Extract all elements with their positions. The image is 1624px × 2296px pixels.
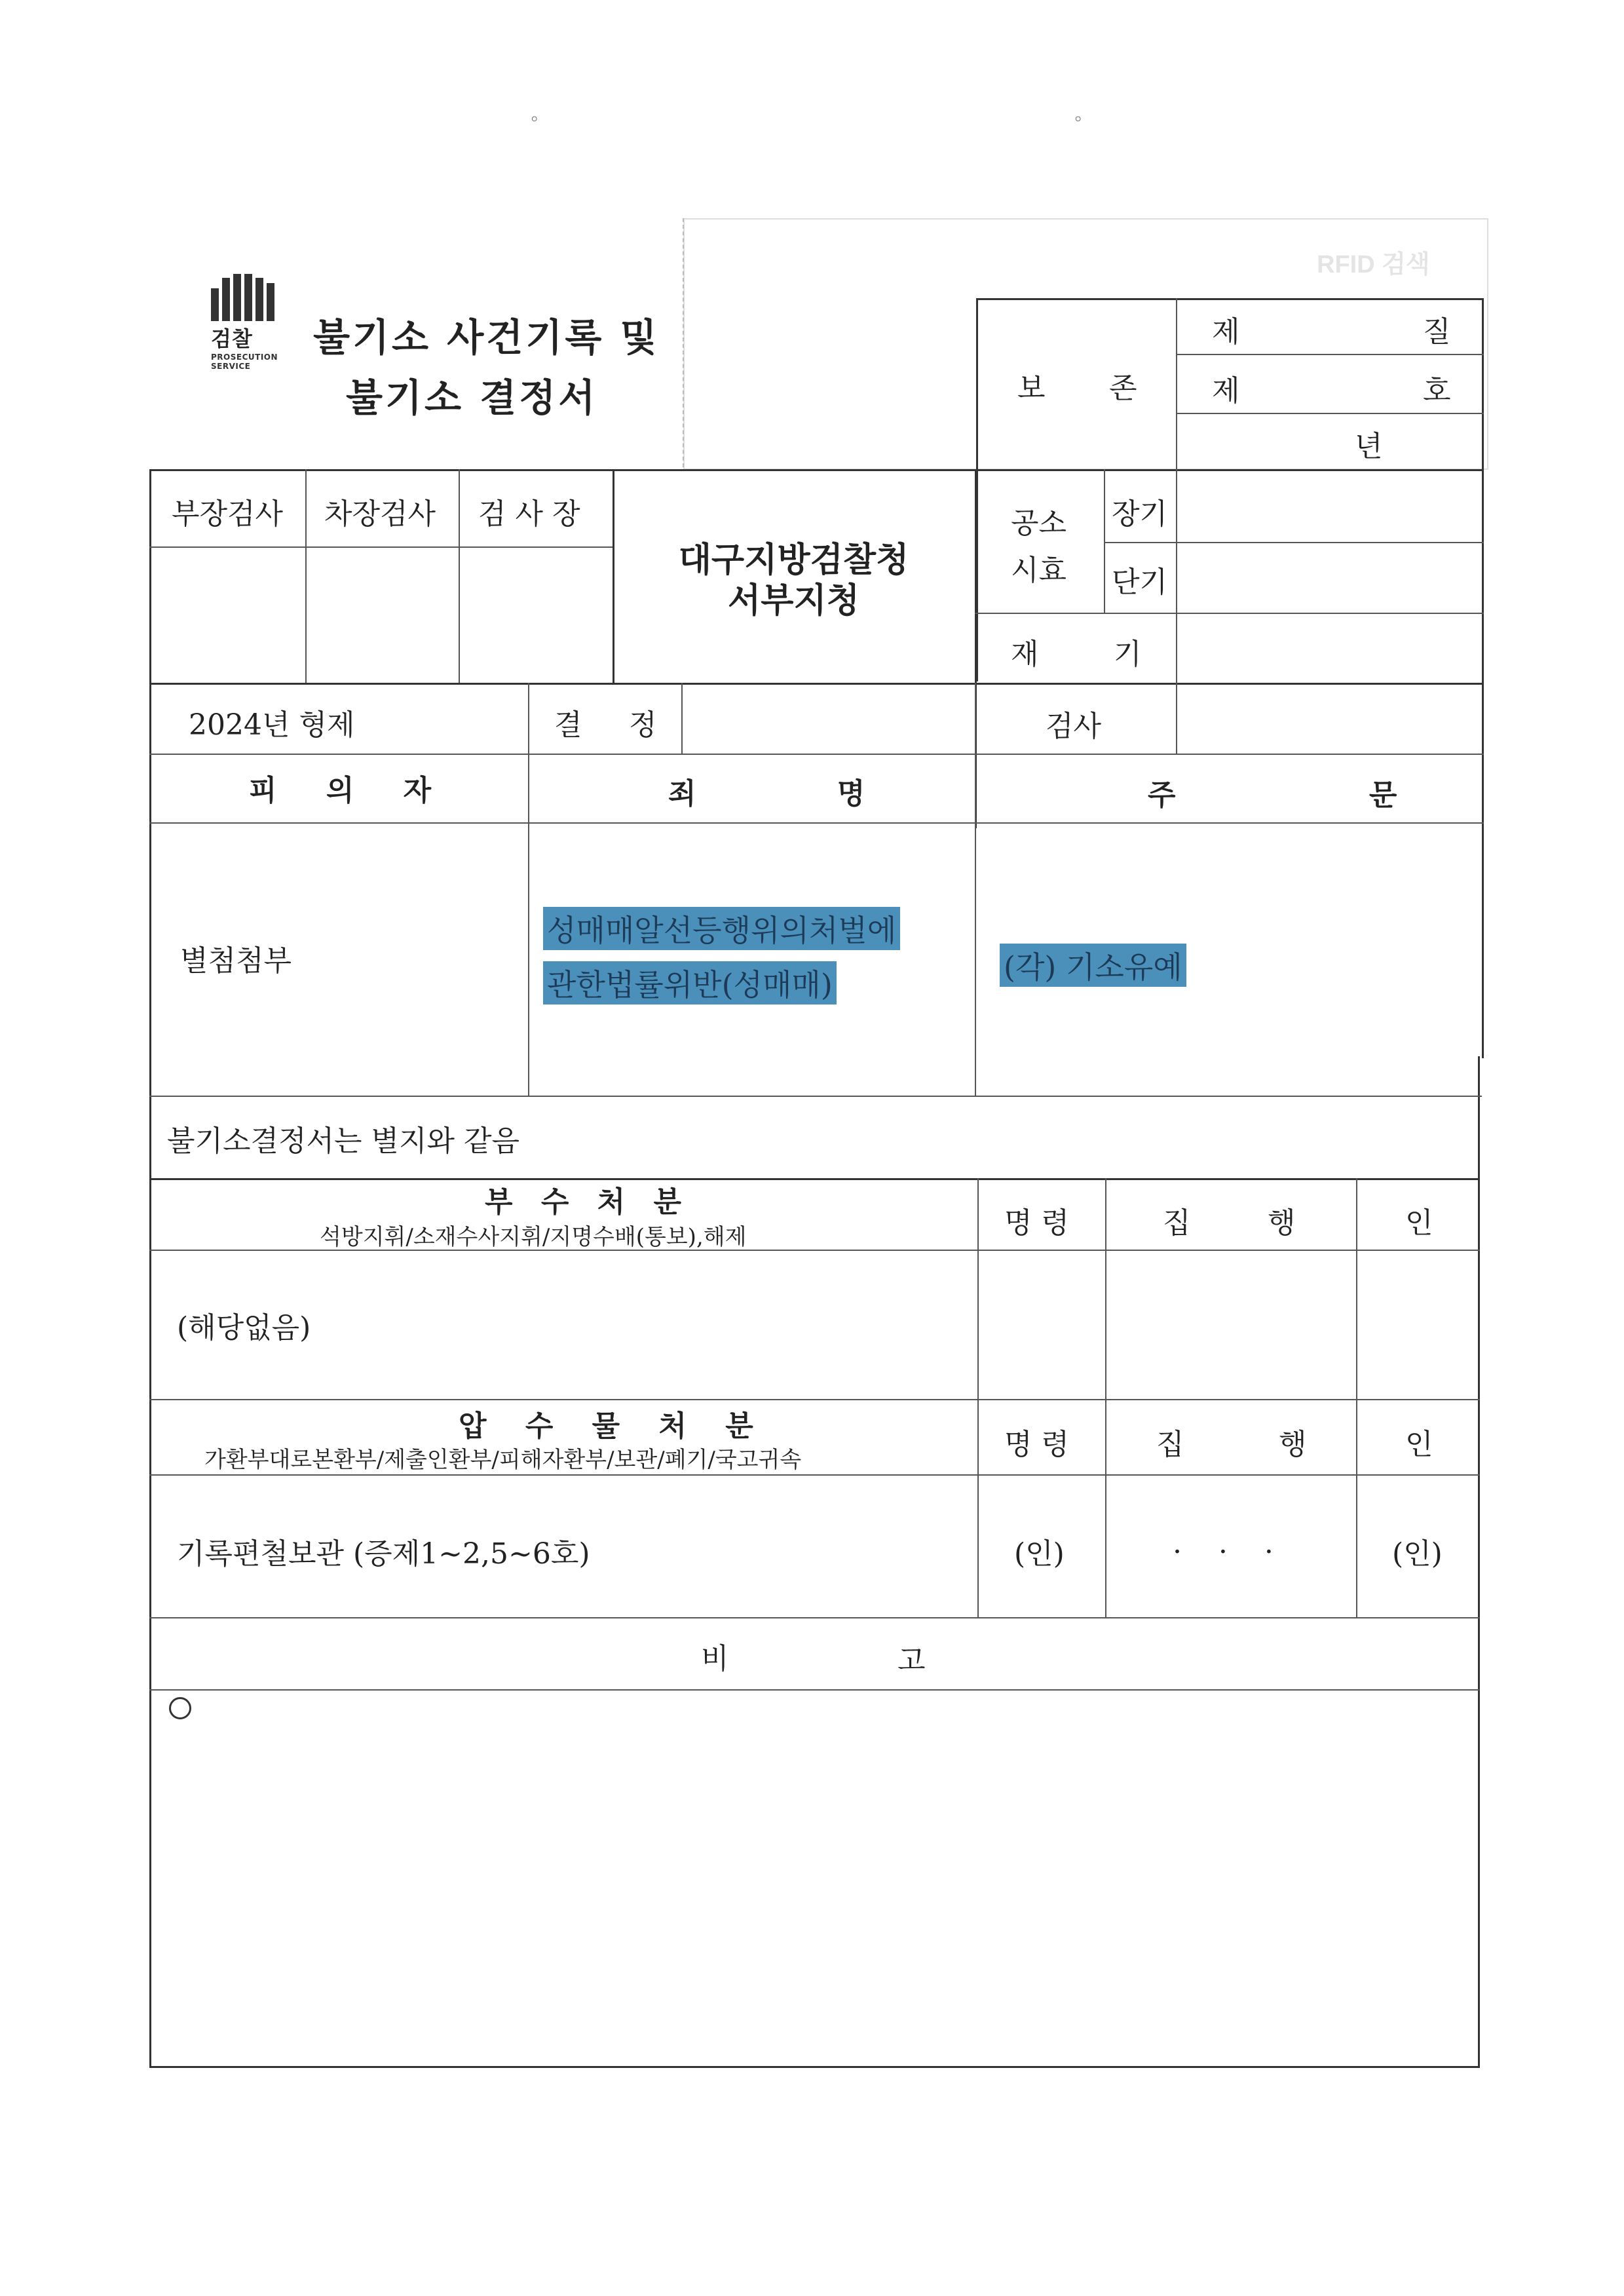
dashed-divider: [683, 218, 684, 467]
statute-div1: [1104, 469, 1105, 613]
remarks-top: [149, 1617, 1480, 1618]
statute-row1: [1104, 542, 1484, 543]
seized-seal-2: (인): [1392, 1537, 1443, 1571]
seized-head-bottom: [149, 1474, 1480, 1476]
remarks-label-b: 고: [897, 1644, 926, 1677]
title-line-1: 불기소 사건기록 및: [313, 315, 660, 360]
colhead-bottom: [149, 822, 1484, 824]
logo-bars-icon: [211, 274, 309, 321]
supp-exec-a: 집: [1163, 1206, 1191, 1240]
disposition-value: (각) 기소유예: [1000, 944, 1186, 987]
note-top: [149, 1096, 1482, 1097]
supp-value: (해당없음): [177, 1311, 311, 1345]
supp-subtitle: 석방지휘/소재수사지휘/지명수배(통보),해제: [320, 1224, 747, 1250]
pres-row2-a: 제: [1212, 374, 1240, 408]
supp-top: [149, 1178, 1480, 1180]
pres-row1-b: 질: [1423, 315, 1451, 349]
approval-col-1: 부장검사: [172, 497, 284, 531]
case-number: 2024년 형제: [189, 708, 355, 742]
seized-seal-1: (인): [1014, 1537, 1065, 1571]
remarks-bullet-icon: [169, 1697, 191, 1719]
statute-label-2: 시효: [1011, 554, 1067, 587]
case-div4: [1176, 683, 1177, 754]
seized-top: [149, 1399, 1480, 1400]
supp-person: 인: [1405, 1206, 1433, 1240]
approval-col-2: 차장검사: [324, 497, 436, 531]
pres-label-1: 보: [1017, 372, 1046, 405]
seized-order: 명 령: [1004, 1428, 1069, 1461]
prosecutor-label: 검사: [1046, 710, 1102, 743]
case-div1: [528, 683, 529, 1096]
office-line-1: 대구지방검찰청: [678, 540, 909, 580]
main-bottom: [149, 2066, 1480, 2068]
charge-value-line2: 관한법률위반(성매매): [543, 961, 837, 1004]
col-disposition: 주 문: [1148, 778, 1489, 812]
pres-row2-b: 호: [1423, 374, 1451, 408]
seized-date-dots: . . .: [1173, 1527, 1274, 1560]
statute-short: 단기: [1112, 565, 1168, 599]
pres-row3: 년: [1355, 430, 1383, 463]
scan-dot-left: ◦: [529, 110, 540, 130]
statute-label-1: 공소: [1011, 507, 1067, 540]
statute-restart-a: 재: [1011, 638, 1039, 671]
supp-head-bottom: [149, 1250, 1480, 1251]
approval-head-line: [149, 546, 613, 548]
seized-subtitle: 가환부대로본환부/제출인환부/피해자환부/보관/폐기/국고귀속: [204, 1447, 802, 1473]
col-suspect: 피 의 자: [249, 774, 451, 807]
pres-mid: [1176, 298, 1177, 470]
supp-div1: [977, 1178, 979, 1617]
seized-value: 기록편철보관 (증제1~2,5~6호): [177, 1537, 590, 1571]
pres-row1: [1176, 354, 1484, 355]
supp-order: 명 령: [1004, 1206, 1069, 1240]
approval-div2: [459, 469, 460, 684]
logo-subtitle: PROSECUTION SERVICE: [211, 353, 278, 371]
case-div3: [975, 683, 976, 1096]
remarks-label-a: 비: [701, 1642, 729, 1675]
pres-right: [1482, 298, 1484, 1058]
statute-restart-b: 기: [1114, 638, 1142, 671]
approval-div1: [305, 469, 307, 684]
note-text: 불기소결정서는 별지와 같음: [167, 1124, 520, 1158]
supp-div2: [1105, 1178, 1106, 1617]
case-div2: [681, 683, 683, 754]
main-left: [149, 469, 151, 2068]
decision-a: 결: [554, 708, 582, 742]
seized-exec-a: 집: [1156, 1428, 1184, 1461]
office-line-2: 서부지청: [728, 581, 859, 621]
statute-long: 장기: [1112, 497, 1168, 531]
scan-dot-right: ◦: [1073, 110, 1084, 130]
col-charge: 죄 명: [668, 777, 931, 811]
main-right-lower: [1478, 1056, 1480, 2068]
approval-col-3: 검 사 장: [478, 497, 580, 531]
supp-exec-b: 행: [1268, 1206, 1296, 1240]
case-top: [149, 683, 1484, 685]
logo-word: 검찰: [211, 326, 253, 351]
suspect-value: 별첨첨부: [180, 944, 292, 978]
statute-div2: [1176, 469, 1177, 684]
title-line-2: 불기소 결정서: [346, 375, 598, 420]
statute-row2: [975, 613, 1484, 614]
seized-person: 인: [1405, 1428, 1433, 1461]
supp-title: 부 수 처 분: [485, 1185, 690, 1219]
supp-div3: [1356, 1178, 1357, 1617]
rfid-label: RFID 검색: [1317, 251, 1430, 278]
prosecution-logo: [211, 274, 309, 371]
charge-value-line1: 성매매알선등행위의처벌에: [543, 907, 900, 950]
pres-row2: [1176, 413, 1484, 414]
decision-b: 정: [629, 708, 657, 742]
pres-top: [976, 298, 1484, 300]
main-top: [149, 469, 1484, 471]
colhead-top: [149, 754, 1484, 755]
pres-label-2: 존: [1109, 372, 1137, 405]
remarks-head-bottom: [149, 1689, 1480, 1691]
seized-title: 압 수 물 처 분: [459, 1409, 768, 1443]
seized-exec-b: 행: [1279, 1428, 1307, 1461]
pres-row1-a: 제: [1212, 315, 1240, 349]
